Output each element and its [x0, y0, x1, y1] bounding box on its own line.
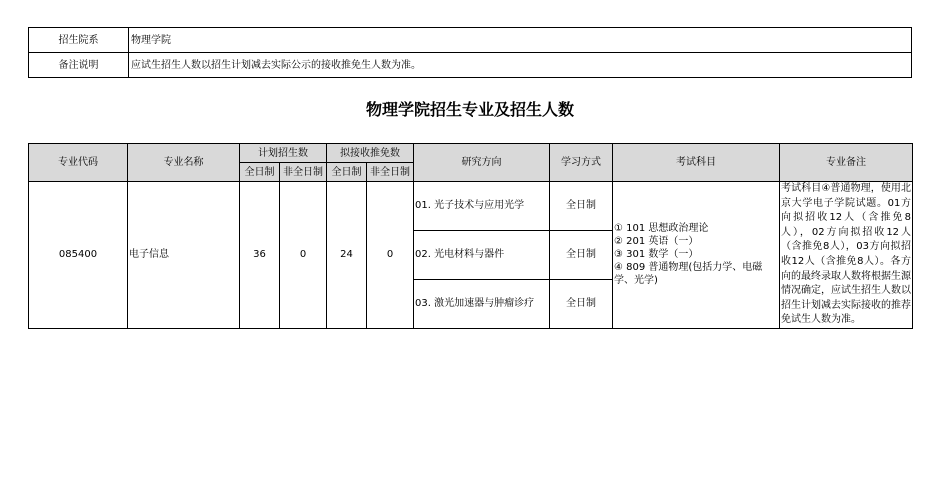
header-plan-part: 非全日制 [280, 163, 327, 182]
header-exam: 考试科目 [613, 144, 780, 182]
header-mode: 学习方式 [550, 144, 613, 182]
cell-direction-2: 02. 光电材料与器件 [414, 230, 550, 279]
exam-subject-4: ④ 809 普通物理(包括力学、电磁学、光学) [614, 262, 763, 287]
department-row [29, 28, 912, 53]
cell-code: 085400 [29, 182, 128, 329]
cell-exam [613, 182, 780, 329]
note-label: 备注说明 [29, 53, 129, 78]
exam-subject-3: ③ 301 数学（一） [614, 249, 699, 261]
header-exempt-full: 全日制 [327, 163, 367, 182]
enrollment-table [28, 143, 913, 329]
exam-subject-2: ② 201 英语（一） [614, 236, 699, 248]
header-row-1 [29, 144, 913, 163]
department-value: 物理学院 [129, 28, 912, 53]
cell-mode-1: 全日制 [550, 182, 613, 231]
cell-mode-3: 全日制 [550, 279, 613, 328]
page-title: 物理学院招生专业及招生人数 [365, 100, 574, 119]
header-direction: 研究方向 [414, 144, 550, 182]
cell-mode-2: 全日制 [550, 230, 613, 279]
department-label: 招生院系 [29, 28, 129, 53]
header-plan: 计划招生数 [240, 144, 327, 163]
header-exempt: 拟接收推免数 [327, 144, 414, 163]
note-row [29, 53, 912, 78]
header-plan-full: 全日制 [240, 163, 280, 182]
cell-plan-part: 0 [280, 182, 327, 329]
header-code: 专业代码 [29, 144, 128, 182]
header-name: 专业名称 [128, 144, 240, 182]
cell-exempt-part: 0 [367, 182, 414, 329]
cell-name: 电子信息 [128, 182, 240, 329]
cell-plan-full: 36 [240, 182, 280, 329]
note-value: 应试生招生人数以招生计划减去实际公示的接收推免生人数为准。 [129, 53, 912, 78]
cell-exempt-full: 24 [327, 182, 367, 329]
header-exempt-part: 非全日制 [367, 163, 414, 182]
exam-subject-1: ① 101 思想政治理论 [614, 223, 709, 235]
header-remark: 专业备注 [780, 144, 913, 182]
cell-direction-1: 01. 光子技术与应用光学 [414, 182, 550, 231]
table-row [29, 182, 913, 231]
cell-direction-3: 03. 激光加速器与肿瘤诊疗 [414, 279, 550, 328]
info-table [28, 27, 912, 78]
cell-remark: 考试科目④普通物理，使用北京大学电子学院试题。01方向拟招收12人（含推免8人），02方向拟招收12人（含推免8人），03方向拟招收12人（含推免8人）。各方向的最终录取人数将根据生源情况确定，应试生招生人数以招生计划减去实际接收的推荐免试生人数为准。 [780, 182, 913, 329]
